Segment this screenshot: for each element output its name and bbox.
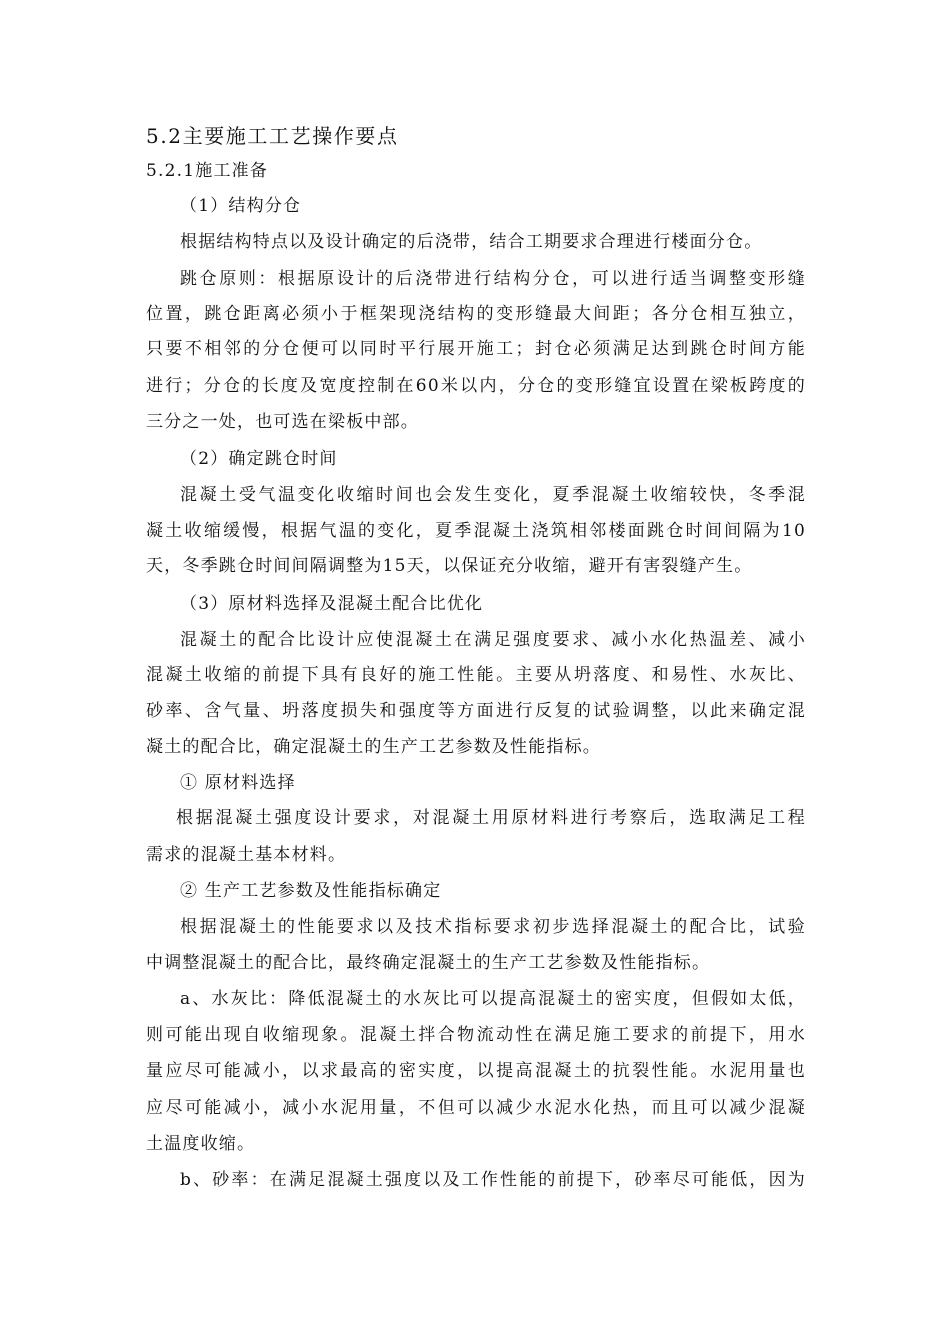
item1-paragraph-2-line-2: 位置，跳仓距离必须小于框架现浇结构的变形缝最大间距；各分仓相互独立， (146, 304, 806, 324)
subitem-2-line-2: 中调整混凝土的配合比，最终确定混凝土的生产工艺参数及性能指标。 (146, 953, 711, 973)
item1-paragraph-1: 根据结构特点以及设计确定的后浇带，结合工期要求合理进行楼面分仓。 (180, 232, 763, 252)
water-cement-ratio-line-5: 土温度收缩。 (146, 1134, 256, 1154)
sand-ratio-line-1: b、砂率：在满足混凝土强度以及工作性能的前提下，砂率尽可能低，因为 (180, 1170, 806, 1190)
item1-paragraph-2-line-3: 只要不相邻的分仓便可以同时平行展开施工；封仓必须满足达到跳仓时间方能 (146, 339, 806, 359)
water-cement-ratio-line-3: 量应尽可能减小，以求最高的密实度，以提高混凝土的抗裂性能。水泥用量也 (146, 1061, 806, 1081)
water-cement-ratio-line-4: 应尽可能减小，减小水泥用量，不但可以减少水泥水化热，而且可以减少混凝 (146, 1098, 806, 1118)
item2-paragraph-line-2: 凝土收缩缓慢，根据气温的变化，夏季混凝土浇筑相邻楼面跳仓时间间隔为10 (146, 521, 806, 541)
water-cement-ratio-line-1: a、水灰比：降低混凝土的水灰比可以提高混凝土的密实度，但假如太低， (180, 989, 806, 1009)
item2-title: （2）确定跳仓时间 (180, 449, 338, 469)
item2-paragraph-line-3: 天，冬季跳仓时间间隔调整为15天，以保证充分收缩，避开有害裂缝产生。 (146, 556, 753, 576)
subsection-heading: 5.2.1施工准备 (146, 161, 269, 181)
subitem-2-title: ② 生产工艺参数及性能指标确定 (180, 881, 442, 901)
item3-paragraph-line-3: 砂率、含气量、坍落度损失和强度等方面进行反复的试验调整，以此来确定混 (146, 701, 806, 721)
item1-title: （1）结构分仓 (180, 196, 302, 216)
water-cement-ratio-line-2: 则可能出现自收缩现象。混凝土拌合物流动性在满足施工要求的前提下，用水 (146, 1025, 806, 1045)
subitem-2-line-1: 根据混凝土的性能要求以及技术指标要求初步选择混凝土的配合比，试验 (180, 917, 806, 937)
item3-paragraph-line-1: 混凝土的配合比设计应使混凝土在满足强度要求、减小水化热温差、减小 (180, 630, 806, 650)
subitem-1-title: ① 原材料选择 (180, 773, 296, 793)
item3-title: （3）原材料选择及混凝土配合比优化 (180, 594, 484, 614)
section-heading: 5.2主要施工工艺操作要点 (146, 124, 399, 148)
item1-paragraph-2-line-1: 跳仓原则：根据原设计的后浇带进行结构分仓，可以进行适当调整变形缝 (180, 269, 806, 289)
subitem-1-line-2: 需求的混凝土基本材料。 (146, 845, 347, 865)
item1-paragraph-2-line-5: 三分之一处，也可选在梁板中部。 (146, 412, 419, 432)
subitem-1-line-1: 根据混凝土强度设计要求，对混凝土用原材料进行考察后，选取满足工程 (176, 808, 806, 828)
item1-paragraph-2-line-4: 进行；分仓的长度及宽度控制在60米以内，分仓的变形缝宜设置在梁板跨度的 (146, 376, 806, 396)
item3-paragraph-line-4: 凝土的配合比，确定混凝土的生产工艺参数及性能指标。 (146, 737, 601, 757)
item3-paragraph-line-2: 混凝土收缩的前提下具有良好的施工性能。主要从坍落度、和易性、水灰比、 (146, 665, 806, 685)
item2-paragraph-line-1: 混凝土受气温变化收缩时间也会发生变化，夏季混凝土收缩较快，冬季混 (180, 485, 806, 505)
